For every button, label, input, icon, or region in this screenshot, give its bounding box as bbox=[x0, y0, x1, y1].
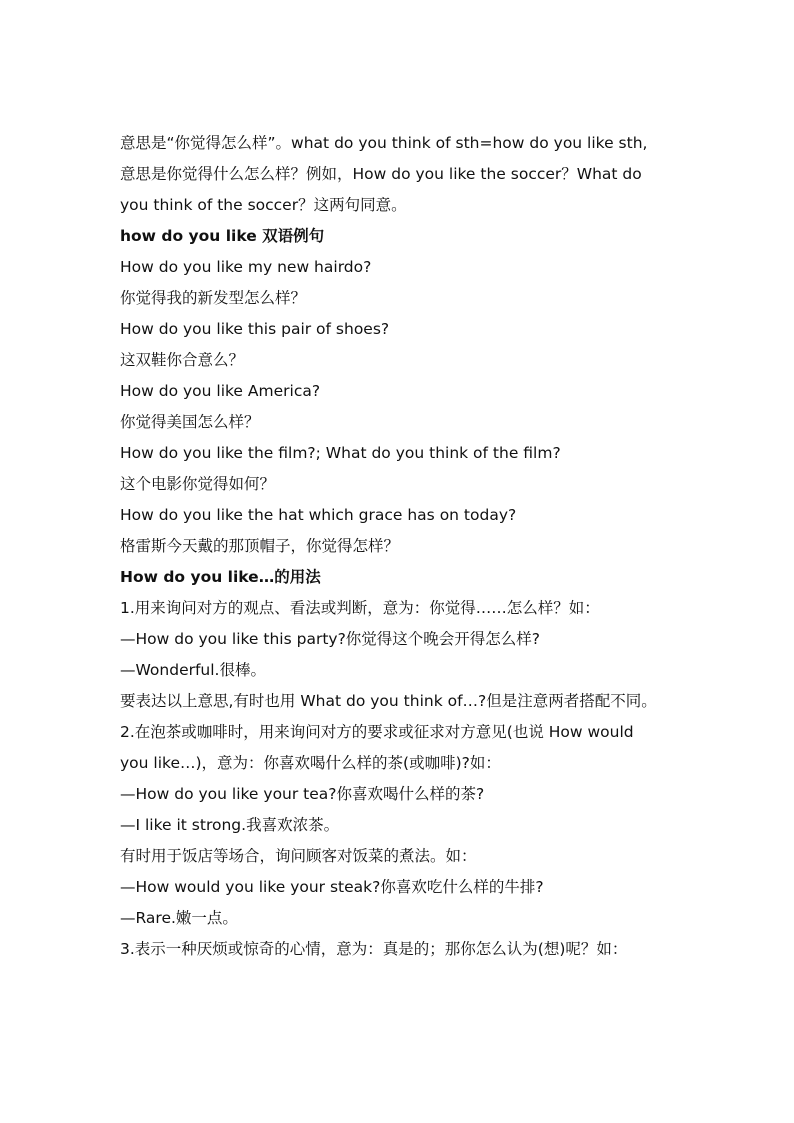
text-line: you like…)，意为：你喜欢喝什么样的茶(或咖啡)?如： bbox=[120, 754, 501, 772]
example-sentence-en: How do you like the hat which grace has on today? bbox=[120, 506, 517, 524]
text-line: 意思是“你觉得怎么样”。what do you think of sth=how do you like sth, bbox=[120, 134, 648, 152]
usage-point: 2.在泡茶或咖啡时，用来询问对方的要求或征求对方意见(也说 How would bbox=[120, 723, 634, 741]
dialogue-line: —How do you like this party?你觉得这个晚会开得怎么样? bbox=[120, 630, 541, 648]
dialogue-line: —How would you like your steak?你喜欢吃什么样的牛排? bbox=[120, 878, 544, 896]
example-sentence-zh: 这个电影你觉得如何？ bbox=[120, 475, 276, 493]
example-sentence-en: How do you like my new hairdo? bbox=[120, 258, 372, 276]
dialogue-line: —Wonderful.很棒。 bbox=[120, 661, 266, 679]
example-sentence-en: How do you like this pair of shoes? bbox=[120, 320, 390, 338]
example-sentence-en: How do you like America? bbox=[120, 382, 321, 400]
dialogue-line: —Rare.嫩一点。 bbox=[120, 909, 238, 927]
text-line: 意思是你觉得什么怎么样？例如，How do you like the soccer？What do bbox=[120, 165, 642, 183]
section-heading: How do you like…的用法 bbox=[120, 568, 321, 586]
example-sentence-zh: 格雷斯今天戴的那顶帽子，你觉得怎样？ bbox=[120, 537, 400, 555]
text-line: 有时用于饭店等场合，询问顾客对饭菜的煮法。如： bbox=[120, 847, 477, 865]
document-page bbox=[120, 128, 690, 965]
text-line: you think of the soccer？这两句同意。 bbox=[120, 196, 407, 214]
section-heading: how do you like 双语例句 bbox=[120, 227, 325, 245]
example-sentence-zh: 这双鞋你合意么？ bbox=[120, 351, 245, 369]
dialogue-line: —How do you like your tea?你喜欢喝什么样的茶? bbox=[120, 785, 485, 803]
example-sentence-en: How do you like the film?; What do you think of the film? bbox=[120, 444, 561, 462]
example-sentence-zh: 你觉得美国怎么样？ bbox=[120, 413, 260, 431]
example-sentence-zh: 你觉得我的新发型怎么样？ bbox=[120, 289, 307, 307]
usage-point: 1.用来询问对方的观点、看法或判断，意为：你觉得……怎么样？如： bbox=[120, 599, 600, 617]
text-line: 要表达以上意思,有时也用 What do you think of…?但是注意两者搭配不同。 bbox=[120, 692, 657, 710]
usage-point: 3.表示一种厌烦或惊奇的心情，意为：真是的；那你怎么认为(想)呢？如： bbox=[120, 940, 628, 958]
dialogue-line: —I like it strong.我喜欢浓茶。 bbox=[120, 816, 340, 834]
